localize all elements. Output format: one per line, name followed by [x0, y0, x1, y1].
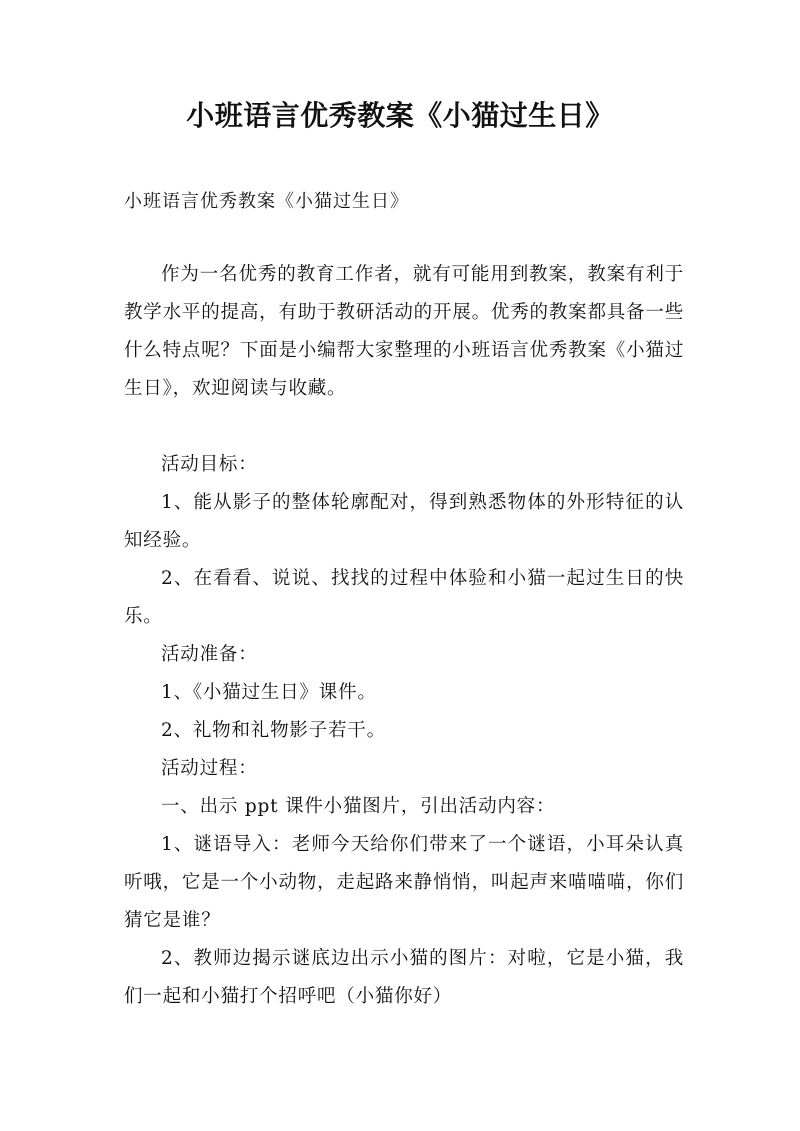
process-detail-1: 1、谜语导入：老师今天给你们带来了一个谜语，小耳朵认真听哦，它是一个小动物，走起路来静悄悄，叫起声来喵喵喵，你们猜它是谁？: [124, 834, 684, 931]
preparation-item-1: 1、《小猫过生日》课件。: [161, 682, 377, 703]
intro-paragraph: 作为一名优秀的教育工作者，就有可能用到教案，教案有利于教学水平的提高，有助于教研活动的开展。优秀的教案都具备一些什么特点呢？下面是小编帮大家整理的小班语言优秀教案《小猫过生日》，欢迎阅读与收藏。: [124, 264, 684, 399]
process-detail-2: 2、教师边揭示谜底边出示小猫的图片：对啦，它是小猫，我们一起和小猫打个招呼吧（小猫你好）: [124, 948, 684, 1007]
goal-item-2: 2、在看看、说说、找找的过程中体验和小猫一起过生日的快乐。: [124, 568, 684, 627]
process-step-1: 一、出示 ppt 课件小猫图片，引出活动内容：: [161, 796, 556, 817]
section-heading-goals: 活动目标：: [161, 454, 258, 475]
section-heading-process: 活动过程：: [161, 758, 258, 779]
preparation-item-2: 2、礼物和礼物影子若干。: [161, 720, 386, 741]
document-subtitle: 小班语言优秀教案《小猫过生日》: [124, 191, 409, 212]
goal-item-1: 1、能从影子的整体轮廓配对，得到熟悉物体的外形特征的认知经验。: [124, 492, 684, 551]
section-heading-preparation: 活动准备：: [161, 644, 258, 665]
document-body: [124, 256, 684, 1016]
page-title: 小班语言优秀教案《小猫过生日》: [186, 99, 614, 132]
